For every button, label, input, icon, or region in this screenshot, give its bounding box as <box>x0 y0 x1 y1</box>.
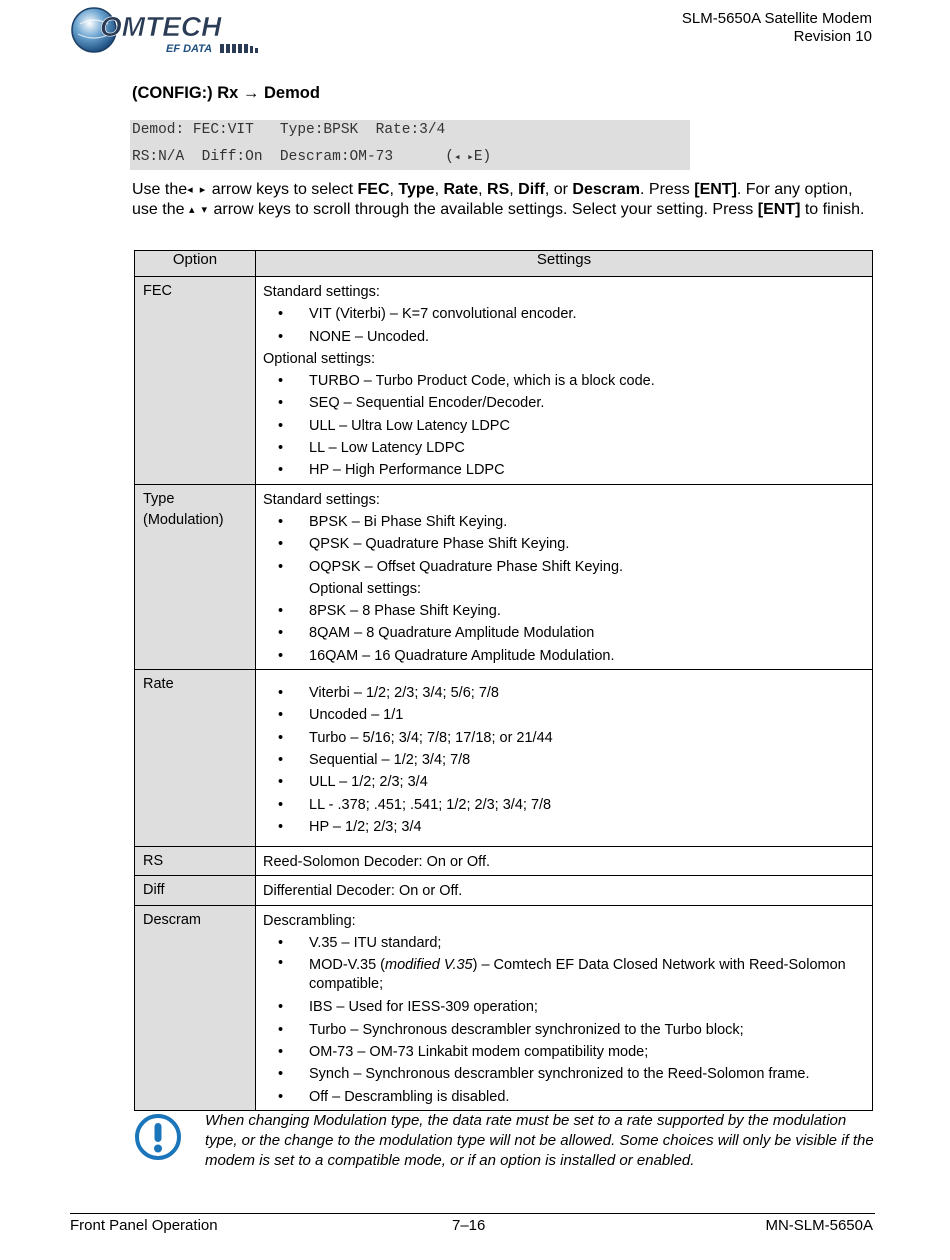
section-title-prefix: (CONFIG:) Rx <box>132 84 239 102</box>
table-row-type <box>135 484 873 669</box>
intro-text: . Press <box>640 181 695 198</box>
intro-text: , <box>434 181 444 198</box>
up-down-arrows-icon: ▴ ▾ <box>188 204 210 216</box>
list-item: • Off – Descrambling is disabled. <box>263 1086 866 1108</box>
lcd-line-2-end: E) <box>473 149 492 165</box>
page-header <box>682 10 872 46</box>
section-title <box>132 84 320 103</box>
lcd-display <box>130 120 690 170</box>
list-item: • VIT (Viterbi) – K=7 convolutional encoder. <box>263 303 866 325</box>
section-title-suffix: Demod <box>264 84 320 102</box>
list-item-text: MOD-V.35 ( <box>309 957 386 974</box>
list-item: • LL – Low Latency LDPC <box>263 437 866 459</box>
option-label: Type <box>143 490 175 507</box>
list-item <box>263 954 866 996</box>
list-item: • Turbo – Synchronous descrambler synchronized to the Turbo block; <box>263 1019 866 1041</box>
settings-list <box>263 370 866 481</box>
settings-list <box>263 303 866 348</box>
list-item: • OQPSK – Offset Quadrature Phase Shift Keying. <box>263 556 866 578</box>
intro-keyword: [ENT] <box>757 201 801 218</box>
settings-label: Standard settings: <box>263 284 380 300</box>
table-header-row <box>135 251 873 277</box>
list-item: • SEQ – Sequential Encoder/Decoder. <box>263 392 866 414</box>
list-item: • ULL – Ultra Low Latency LDPC <box>263 415 866 437</box>
footer-right: MN-SLM-5650A <box>765 1217 873 1234</box>
intro-keyword: FEC <box>357 181 390 198</box>
settings-cell <box>256 670 873 847</box>
footer-left: Front Panel Operation <box>70 1217 218 1234</box>
list-item: • 8PSK – 8 Phase Shift Keying. <box>263 600 866 622</box>
intro-keyword: RS <box>487 181 510 198</box>
list-item: • LL - .378; .451; .541; 1/2; 2/3; 3/4; 7/8 <box>263 794 866 816</box>
intro-text: , <box>509 181 519 198</box>
intro-text: arrow keys to select <box>207 181 358 198</box>
intro-text: , <box>478 181 488 198</box>
lcd-line-2-text: RS:N/A Diff:On Descram:OM-73 ( <box>132 149 454 165</box>
svg-text:EF DATA: EF DATA <box>166 43 213 55</box>
company-logo <box>70 6 290 56</box>
document-revision: Revision 10 <box>793 28 872 45</box>
intro-keyword: Diff <box>518 181 545 198</box>
list-item: • QPSK – Quadrature Phase Shift Keying. <box>263 533 866 555</box>
list-item: • BPSK – Bi Phase Shift Keying. <box>263 511 866 533</box>
list-item: • OM-73 – OM-73 Linkabit modem compatibility mode; <box>263 1041 866 1063</box>
list-item: • ULL – 1/2; 2/3; 3/4 <box>263 771 866 793</box>
column-header-settings: Settings <box>256 251 873 277</box>
lcd-line-1: Demod: FEC:VIT Type:BPSK Rate:3/4 <box>132 122 446 138</box>
intro-paragraph <box>132 180 877 220</box>
intro-text: to finish. <box>800 201 865 218</box>
list-item-emphasis: modified V.35 <box>385 957 473 974</box>
settings-cell: Reed-Solomon Decoder: On or Off. <box>256 847 873 876</box>
list-item: • TURBO – Turbo Product Code, which is a block code. <box>263 370 866 392</box>
table-row-diff <box>135 876 873 905</box>
note-text: When changing Modulation type, the data rate must be set to a rate supported by the modulation type, or the change to the modulation type will not be allowed. Some choices will only be visible if the modem is set to a compatible mode, or if an option is installed or enabled. <box>205 1112 874 1169</box>
option-cell: RS <box>135 847 256 876</box>
list-item: • V.35 – ITU standard; <box>263 932 866 954</box>
options-table <box>134 250 873 1111</box>
right-arrow-icon: → <box>242 84 260 102</box>
settings-list <box>263 682 866 838</box>
intro-text: Use the <box>132 181 188 198</box>
option-cell <box>135 484 256 669</box>
list-item: • Turbo – 5/16; 3/4; 7/8; 17/18; or 21/44 <box>263 727 866 749</box>
settings-list <box>263 600 866 667</box>
list-item: • IBS – Used for IESS-309 operation; <box>263 996 866 1018</box>
page-number: 7–16 <box>452 1217 486 1234</box>
list-item: • Uncoded – 1/1 <box>263 704 866 726</box>
svg-text:OMTECH: OMTECH <box>100 11 222 42</box>
left-right-arrows-icon: ◂ ▸ <box>187 184 208 196</box>
left-right-arrows-icon: ◂ ▸ <box>453 152 474 164</box>
option-cell: Rate <box>135 670 256 847</box>
settings-label: Optional settings: <box>309 580 422 597</box>
list-item: • Viterbi – 1/2; 2/3; 3/4; 5/6; 7/8 <box>263 682 866 704</box>
intro-text: , <box>389 181 399 198</box>
option-label: (Modulation) <box>143 511 224 528</box>
list-item: • Synch – Synchronous descrambler synchronized to the Reed-Solomon frame. <box>263 1063 866 1085</box>
list-item-text: ) – Comtech EF Data Closed Network with Reed-Solomon compatible; <box>309 957 846 993</box>
intro-text: . For any option, use the <box>132 181 853 218</box>
intro-keyword: [ENT] <box>694 181 737 198</box>
settings-list <box>263 932 866 1108</box>
exclamation-circle-icon <box>134 1113 182 1161</box>
intro-text: , or <box>544 181 573 198</box>
settings-cell <box>256 484 873 669</box>
option-cell: FEC <box>135 277 256 485</box>
option-cell: Descram <box>135 905 256 1110</box>
table-row-rate <box>135 670 873 847</box>
list-item: • NONE – Uncoded. <box>263 326 866 348</box>
table-row-descram <box>135 905 873 1110</box>
intro-keyword: Rate <box>443 181 479 198</box>
settings-list <box>263 511 866 578</box>
footer-divider <box>70 1213 875 1214</box>
table-row-fec <box>135 277 873 485</box>
lcd-line-2 <box>132 149 491 165</box>
settings-label: Standard settings: <box>263 491 380 508</box>
list-item: • HP – High Performance LDPC <box>263 459 866 481</box>
settings-cell: Differential Decoder: On or Off. <box>256 876 873 905</box>
intro-keyword: Descram <box>572 181 640 198</box>
column-header-option: Option <box>135 251 256 277</box>
settings-cell <box>256 905 873 1110</box>
list-item: • 8QAM – 8 Quadrature Amplitude Modulation <box>263 622 866 644</box>
document-title: SLM-5650A Satellite Modem <box>681 10 872 27</box>
intro-keyword: Type <box>398 181 435 198</box>
option-cell: Diff <box>135 876 256 905</box>
table-row-rs <box>135 847 873 876</box>
settings-label: Descrambling: <box>263 912 356 929</box>
settings-cell <box>256 277 873 485</box>
intro-text: arrow keys to scroll through the available settings. Select your setting. Press <box>209 201 758 218</box>
list-item: • Sequential – 1/2; 3/4; 7/8 <box>263 749 866 771</box>
list-item: • 16QAM – 16 Quadrature Amplitude Modulation. <box>263 645 866 667</box>
settings-label: Optional settings: <box>263 350 376 367</box>
list-item: • HP – 1/2; 2/3; 3/4 <box>263 816 866 838</box>
